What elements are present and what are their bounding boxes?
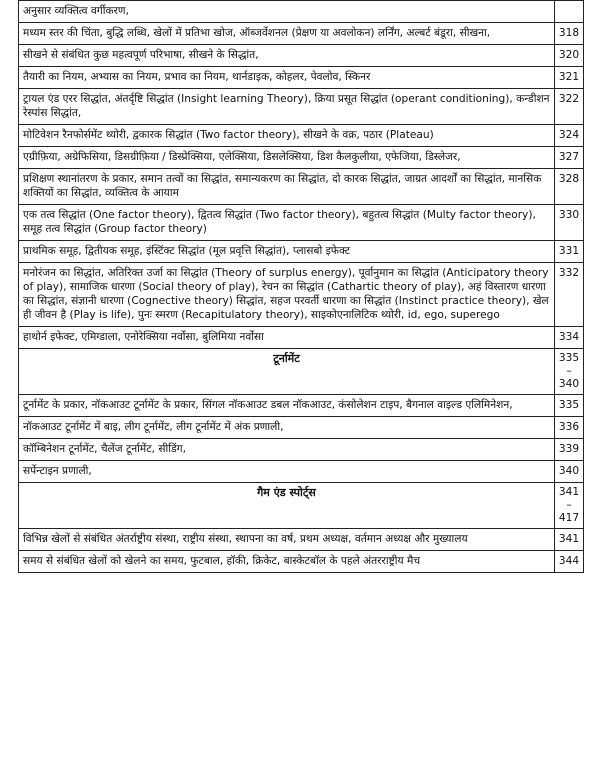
topic-cell: मनोरंजन का सिद्धांत, अतिरिक्त उर्जा का सिद्धांत (Theory of surplus energy), पूर्वानुमान का सिद्धांत (Anticipatory theory of play), सामाजिक धारणा (Social theory of play), रेचन का सिद्धांत (Cathartic theory of play), अहं विस्तारण धारणा का सिद्धांत, संज्ञानी धारणा (Cognective theory) सिद्धांत, सहज परवर्ती धारणा का सिद्धांत (Instinct practice theory), खेल ही जीवन है (Play is life), पुनः स्मरण (Recapitulatory theory), साइकोएनालिटिक थ्योरी, id, ego, superego: [19, 263, 555, 327]
table-row: [19, 147, 584, 169]
page-number-cell: 330: [555, 205, 584, 241]
page-number-cell: 327: [555, 147, 584, 169]
table-row: [19, 263, 584, 327]
table-row: [19, 23, 584, 45]
page-number-cell: [555, 1, 584, 23]
topic-cell: सर्पेन्टाइन प्रणाली,: [19, 461, 555, 483]
table-row: [19, 551, 584, 573]
table-row: [19, 439, 584, 461]
topic-cell: हाथोर्न इफेक्ट, एमिग्डाला, एनोरेक्सिया नर्वोसा, बुलिमिया नर्वोसा: [19, 327, 555, 349]
topic-cell: सीखने से संबंधित कुछ महत्वपूर्ण परिभाषा, सीखने के सिद्धांत,: [19, 45, 555, 67]
table-row: [19, 1, 584, 23]
page-number-cell: 339: [555, 439, 584, 461]
page-number-cell: 328: [555, 169, 584, 205]
table-row: [19, 45, 584, 67]
section-heading: गैम एंड स्पोर्ट्स: [19, 483, 555, 529]
page-number-cell: 324: [555, 125, 584, 147]
page-number-cell: 318: [555, 23, 584, 45]
table-row: [19, 417, 584, 439]
section-heading-row: [19, 349, 584, 395]
topic-cell: तैयारी का नियम, अभ्यास का नियम, प्रभाव का नियम, थार्नडाइक, कोहलर, पेवलोव, स्किनर: [19, 67, 555, 89]
section-heading: टूर्नामेंट: [19, 349, 555, 395]
table-row: [19, 241, 584, 263]
page-number-cell: 322: [555, 89, 584, 125]
table-row: [19, 67, 584, 89]
topic-cell: एग्रीफ़िया, अग्रेफिसिया, डिसग्रीफ़िया / डिस्प्रेक्सिया, एलेक्सिया, डिसलेक्सिया, डिश कैलकुलीया, एफेजिया, डिस्लेजर,: [19, 147, 555, 169]
page-number-cell: 341: [555, 529, 584, 551]
topic-cell: मध्यम स्तर की चिंता, बुद्धि लब्धि, खेलों में प्रतिभा खोज, ऑब्जर्वेशनल (प्रेक्षण या अवलोकन) लर्निंग, अल्बर्ट बंडूरा, सीखना,: [19, 23, 555, 45]
page-number-cell: 334: [555, 327, 584, 349]
page-number-cell: 335: [555, 395, 584, 417]
contents-table-body: [19, 1, 584, 573]
topic-cell: प्रशिक्षण स्थानांतरण के प्रकार, समान तत्वों का सिद्धांत, समान्यकरण का सिद्धांत, दो कारक सिद्धांत, जाग्रत आदर्शों का सिद्धांत, मानसिक शक्तियों का सिद्धांत, व्यक्तित्व के आयाम: [19, 169, 555, 205]
page-number-cell: 332: [555, 263, 584, 327]
topic-cell: ट्रायल एंड एरर सिद्धांत, अंतर्दृष्टि सिद्धांत (Insight learning Theory), क्रिया प्रसूत सिद्धांत (operant conditioning), कन्डीशन रेस्पांस सिद्धांत,: [19, 89, 555, 125]
table-row: [19, 169, 584, 205]
topic-cell: प्राथमिक समूह, द्वितीयक समूह, इंस्टिंक्ट सिद्धांत (मूल प्रवृत्ति सिद्धांत), प्लासबो इफेक्ट: [19, 241, 555, 263]
topic-cell: विभिन्न खेलों से संबंधित अंतर्राष्ट्रीय संस्था, राष्ट्रीय संस्था, स्थापना का वर्ष, प्रथम अध्यक्ष, वर्तमान अध्यक्ष और मुख्यालय: [19, 529, 555, 551]
topic-cell: कॉम्बिनेशन टूर्नामेंट, चैलेंज टूर्नामेंट, सीडिंग,: [19, 439, 555, 461]
page-number-cell: 340: [555, 461, 584, 483]
contents-table: [18, 0, 584, 573]
section-heading-row: [19, 483, 584, 529]
table-row: [19, 89, 584, 125]
table-row: [19, 125, 584, 147]
page-number-cell: 336: [555, 417, 584, 439]
topic-cell: मोटिवेशन रैनफोर्समेंट थ्योरी, द्वकारक सिद्धांत (Two factor theory), सीखने के वक्र, पठार (Plateau): [19, 125, 555, 147]
page-number-cell: 331: [555, 241, 584, 263]
topic-cell: अनुसार व्यक्तित्व वर्गीकरण,: [19, 1, 555, 23]
table-row: [19, 529, 584, 551]
table-row: [19, 205, 584, 241]
table-row: [19, 461, 584, 483]
page-number-cell: 320: [555, 45, 584, 67]
topic-cell: टूर्नामेंट के प्रकार, नॉकआउट टूर्नामेंट के प्रकार, सिंगल नॉकआउट डबल नॉकआउट, कंसोलेशन टाइप, बैगनाल वाइल्ड एलिमिनेशन,: [19, 395, 555, 417]
page-number-cell: 341 – 417: [555, 483, 584, 529]
page-number-cell: 344: [555, 551, 584, 573]
topic-cell: नॉकआउट टूर्नामेंट में बाइ, लीग टूर्नामेंट, लीग टूर्नामेंट में अंक प्रणाली,: [19, 417, 555, 439]
page-number-cell: 335 – 340: [555, 349, 584, 395]
topic-cell: समय से संबंधित खेलों को खेलने का समय, फुटबाल, हॉकी, क्रिकेट, बास्केटबॉल के पहले अंतरराष्ट्रीय मैच: [19, 551, 555, 573]
topic-cell: एक तत्व सिद्धांत (One factor theory), द्वितत्व सिद्धांत (Two factor theory), बहुतत्व सिद्धांत (Multy factor theory), समूह तत्व सिद्धांत (Group factor theory): [19, 205, 555, 241]
table-row: [19, 395, 584, 417]
table-row: [19, 327, 584, 349]
page-number-cell: 321: [555, 67, 584, 89]
